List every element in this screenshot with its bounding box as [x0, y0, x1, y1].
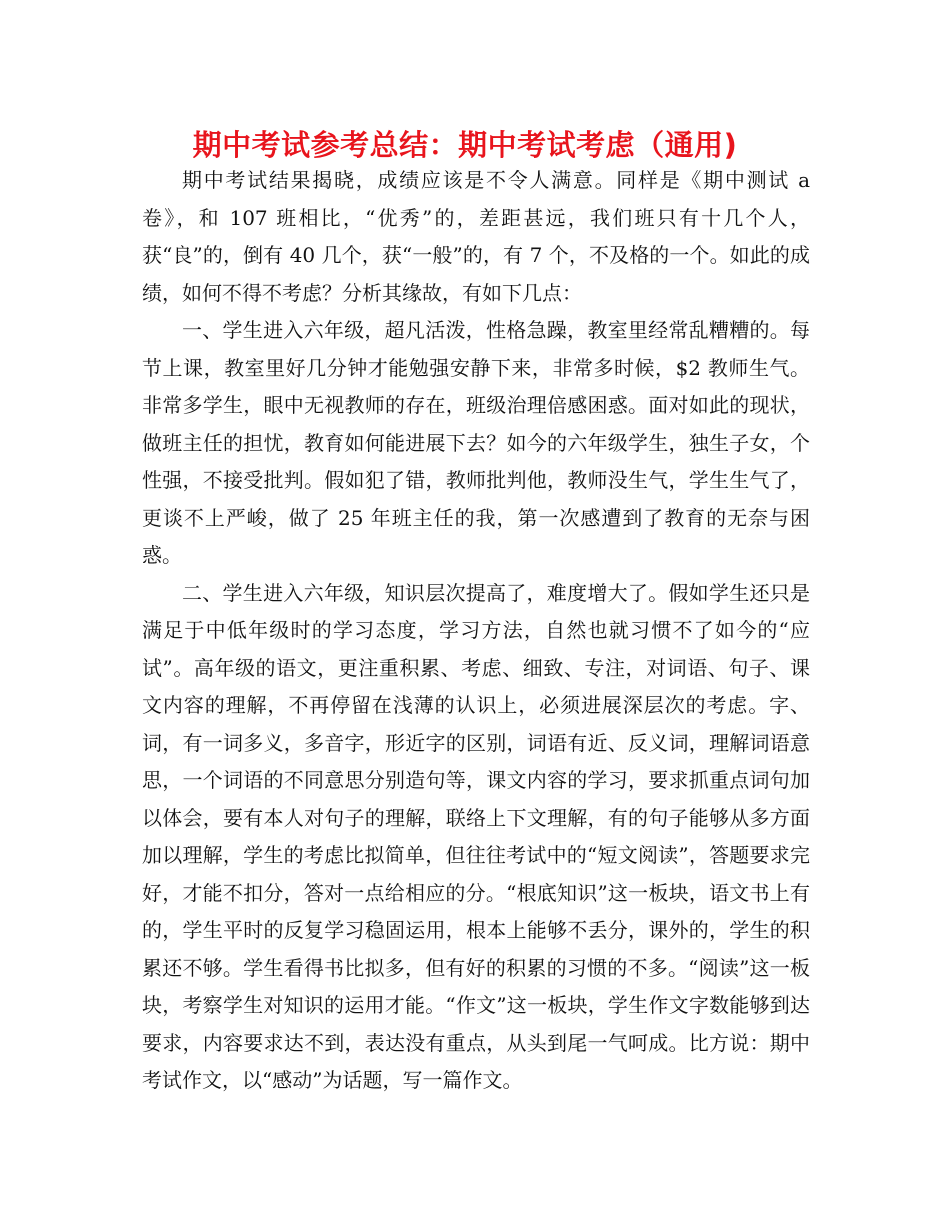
document-title: 期中考试参考总结：期中考试考虑（通用): [192, 128, 738, 162]
paragraph-point-one: 一、学生进入六年级，超凡活泼，性格急躁，教室里经常乱糟糟的。每节上课，教室里好几分钟才能勉强安静下来，非常多时候，$2 教师生气。非常多学生，眼中无视教师的存在，班级治理倍感困惑。面对如此的现状，做班主任的担忧，教育如何能进展下去？如今的六年级学生，独生子女，个性强，不接受批判。假如犯了错，教师批判他，教师没生气，学生生气了，更谈不上严峻，做了 25 年班主任的我，第一次感遭到了教育的无奈与困惑。: [142, 318, 810, 567]
paragraph-point-two: 二、学生进入六年级，知识层次提高了，难度增大了。假如学生还只是满足于中低年级时的学习态度，学习方法，自然也就习惯不了如今的“应试”。高年级的语文，更注重积累、考虑、细致、专注，对词语、句子、课文内容的理解，不再停留在浅薄的认识上，必须进展深层次的考虑。字、词，有一词多义，多音字，形近字的区别，词语有近、反义词，理解词语意思，一个词语的不同意思分别造句等，课文内容的学习，要求抓重点词句加以体会，要有本人对句子的理解，联络上下文理解，有的句子能够从多方面加以理解，学生的考虑比拟简单，但往往考试中的“短文阅读”，答题要求完好，才能不扣分，答对一点给相应的分。“根底知识”这一板块，语文书上有的，学生平时的反复学习稳固运用，根本上能够不丢分，课外的，学生的积累还不够。学生看得书比拟多，但有好的积累的习惯的不多。“阅读”这一板块，考察学生对知识的运用才能。“作文”这一板块，学生作文字数能够到达要求，内容要求达不到，表达没有重点，从头到尾一气呵成。比方说：期中考试作文，以“感动”为话题，写一篇作文。: [142, 580, 810, 1092]
document-body: [142, 162, 810, 1100]
paragraph-intro: 期中考试结果揭晓，成绩应该是不令人满意。同样是《期中测试 a 卷》，和 107 班相比，“优秀”的，差距甚远，我们班只有十几个人，获“良”的，倒有 40 几个，获“一般”的，有 7 个，不及格的一个。如此的成绩，如何不得不考虑？分析其缘故，有如下几点：: [142, 168, 810, 305]
